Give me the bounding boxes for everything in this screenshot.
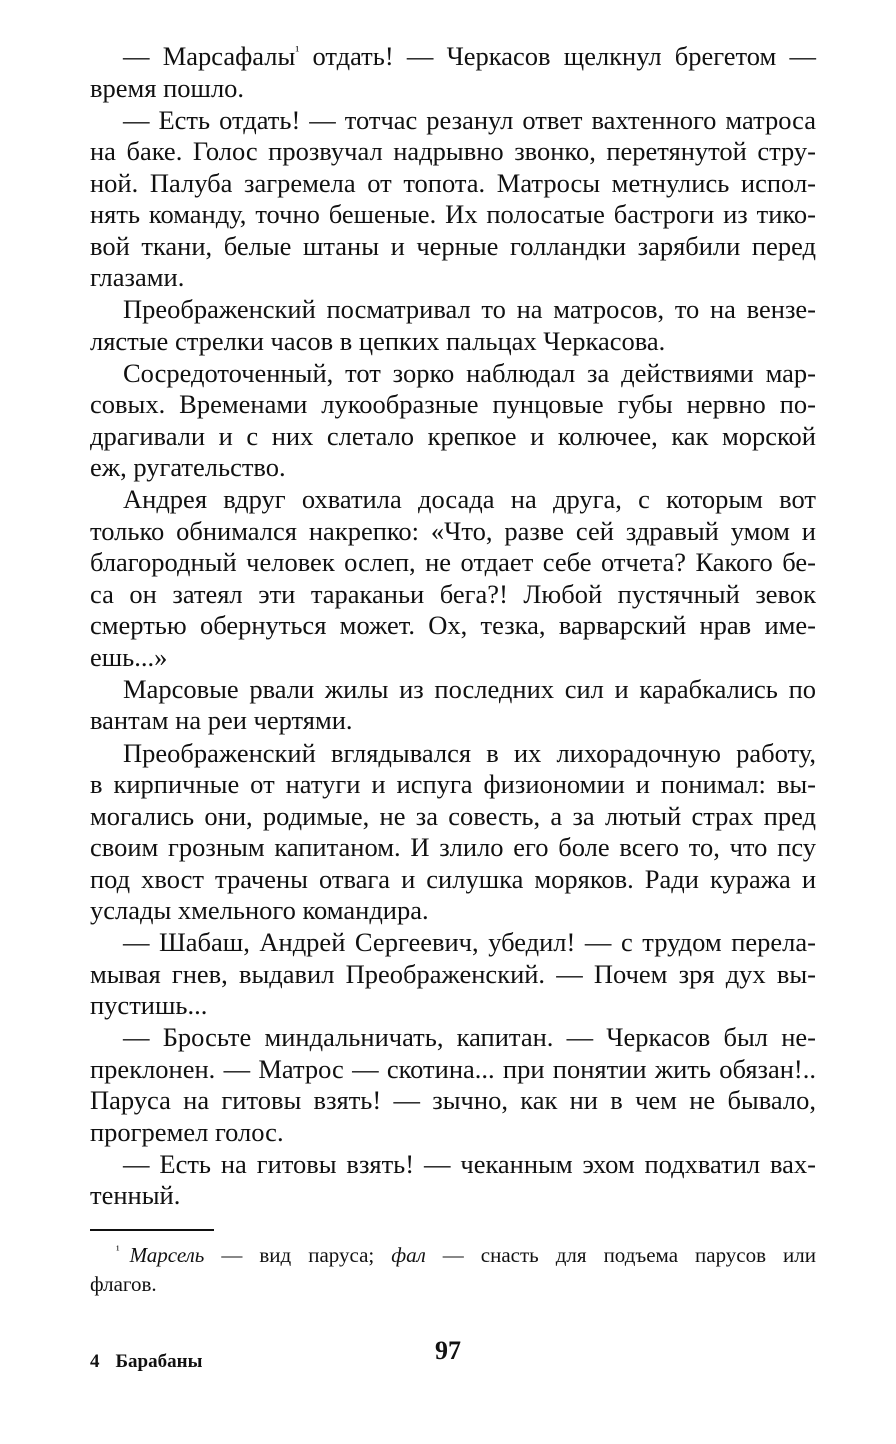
footnote-number: ¹	[116, 1243, 120, 1257]
signature-title: Барабаны	[115, 1351, 203, 1372]
text-line: вантам на реи чертями.	[90, 705, 353, 736]
text-line: смертью обернуться может. Ох, тезка, варварский нрав име-	[90, 610, 816, 641]
footnote	[90, 1241, 816, 1299]
text-line: пустишь...	[90, 990, 208, 1021]
text-line: вой ткани, белые штаны и черные голландки зарябили перед	[90, 230, 816, 261]
paragraph	[90, 738, 816, 927]
body-text	[90, 41, 816, 1212]
text-line: время пошло.	[90, 72, 245, 103]
paragraph	[90, 41, 816, 104]
text-line: услады хмельного командира.	[90, 895, 429, 926]
paragraph	[90, 1149, 816, 1212]
paragraph	[90, 484, 816, 673]
footnote-divider	[90, 1229, 214, 1231]
text-line: са он затеял эти тараканьи бега?! Любой пустячный зевок	[90, 578, 816, 609]
text-line: благородный человек ослеп, не отдает себе отчета? Какого бе-	[90, 547, 816, 578]
text-line: — Есть отдать! — тотчас резанул ответ вахтенного матроса	[123, 104, 816, 135]
text-line: прогремел голос.	[90, 1116, 284, 1147]
text-line: могались они, родимые, не за совесть, а за лютый страх пред	[90, 800, 816, 831]
footnote-line: $^{^1}$ Марсель — вид паруса; фал — снасть для подъема парусов или	[116, 1243, 816, 1267]
signature-mark	[90, 1351, 202, 1373]
paragraph	[90, 105, 816, 294]
text-line: Сосредоточенный, тот зорко наблюдал за действиями мар-	[123, 357, 816, 388]
text-line: глазами.	[90, 262, 185, 293]
paragraph	[90, 674, 816, 737]
text-line: еж, ругательство.	[90, 452, 286, 483]
text-line: Паруса на гитовы взять! — зычно, как ни в чем не бывало,	[90, 1085, 816, 1116]
paragraph	[90, 927, 816, 1022]
text-line: своим грозным капитаном. И злило его боле всего то, что псу	[90, 832, 816, 863]
paragraph	[90, 358, 816, 484]
text-line: — Марсафалы$^{^1}$ отдать! — Черкасов щелкнул брегетом —	[123, 41, 816, 71]
text-line: ешь...»	[90, 641, 168, 672]
page-number: 97	[435, 1336, 461, 1365]
text-line: тенный.	[90, 1180, 181, 1211]
signature-number: 4	[90, 1351, 100, 1372]
footnote-line: флагов.	[90, 1272, 157, 1296]
paragraph	[90, 294, 816, 357]
footnote-term: Марсель	[129, 1243, 205, 1267]
text-line: — Шабаш, Андрей Сергеевич, убедил! — с трудом перела-	[123, 927, 816, 958]
text-line: только обнимался накрепко: «Что, разве сей здравый умом и	[90, 515, 816, 546]
text-line: Андрея вдруг охватила досада на друга, с которым вот	[123, 484, 816, 515]
text-line: лястые стрелки часов в цепких пальцах Черкасова.	[90, 325, 666, 356]
paragraph	[90, 1022, 816, 1148]
text-line: мывая гнев, выдавил Преображенский. — Почем зря дух вы-	[90, 958, 816, 989]
text-line: Преображенский посматривал то на матросов, то на вензе-	[123, 294, 816, 325]
text-line: преклонен. — Матрос — скотина... при понятии жить обязан!..	[90, 1053, 816, 1084]
text-line: ной. Палуба загремела от топота. Матросы метнулись испол-	[90, 167, 816, 198]
text-line: в кирпичные от натуги и испуга физиономии и понимал: вы-	[90, 769, 816, 800]
text-line: — Бросьте миндальничать, капитан. — Черкасов был не-	[123, 1022, 816, 1053]
text-line: — Есть на гитовы взять! — чеканным эхом подхватил вах-	[123, 1148, 816, 1179]
text-line: Марсовые рвали жилы из последних сил и карабкались по	[123, 673, 816, 704]
text-line: совых. Временами лукообразные пунцовые губы нервно по-	[90, 389, 816, 420]
text-line: на баке. Голос прозвучал надрывно звонко, перетянутой стру-	[90, 136, 816, 167]
footnote-term: фал	[391, 1243, 426, 1267]
text-line: под хвост трачены отвага и силушка моряков. Ради куража и	[90, 863, 816, 894]
text-line: драгивали и с них слетало крепкое и колючее, как морской	[90, 420, 816, 451]
text-line: Преображенский вглядывался в их лихорадочную работу,	[123, 737, 816, 768]
footnote-marker: ¹	[295, 43, 300, 58]
text-line: нять команду, точно бешеные. Их полосатые бастроги из тико-	[90, 199, 816, 230]
